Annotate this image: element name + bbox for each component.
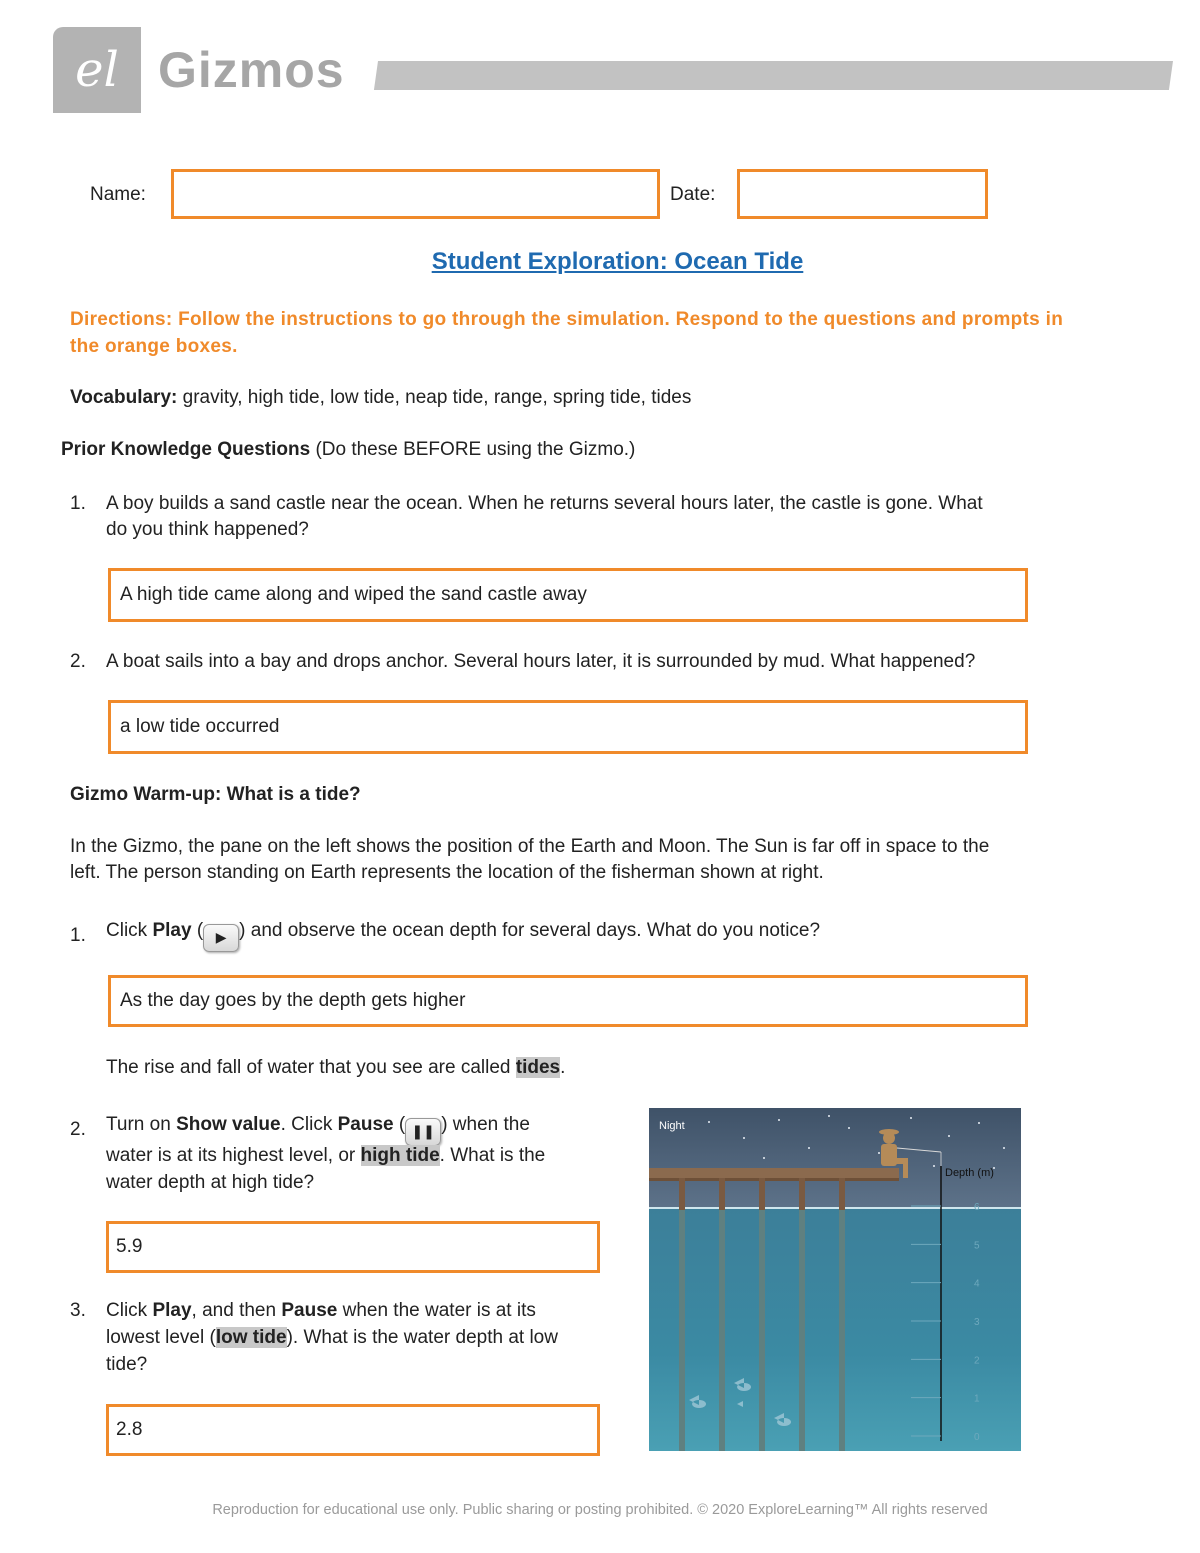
depth-tick-label: 4 — [974, 1278, 980, 1290]
q3-play-word: Play — [152, 1300, 192, 1321]
prior-note: (Do these BEFORE using the Gizmo.) — [315, 439, 636, 460]
dock-edge — [649, 1178, 899, 1181]
warmup-q1-number: 1. — [70, 925, 86, 946]
name-field[interactable] — [171, 169, 660, 219]
prior-q1-number: 1. — [70, 493, 86, 514]
prior-heading-line — [61, 437, 635, 463]
q2-pause-word: Pause — [337, 1114, 394, 1135]
prior-q2-number: 2. — [70, 651, 86, 672]
play-icon[interactable]: ▶ — [203, 924, 239, 952]
prior-answer-2: a low tide occurred — [120, 716, 280, 737]
depth-tick-label: 3 — [974, 1317, 980, 1328]
vocabulary-label: Vocabulary: — [70, 387, 178, 408]
high-tide-term: high tide — [360, 1145, 440, 1166]
q3-line2-a: lowest level ( — [106, 1327, 216, 1348]
header-bar — [374, 61, 1173, 90]
tides-text-b: . — [560, 1057, 566, 1078]
warmup-heading: Gizmo Warm-up: What is a tide? — [70, 784, 361, 805]
night-sky — [649, 1108, 1021, 1208]
warmup-intro-line1: In the Gizmo, the pane on the left shows the position of the Earth and Moon. The Sun is far off in space to the — [70, 836, 990, 857]
tides-sentence — [106, 1055, 565, 1081]
prior-heading: Prior Knowledge Questions — [61, 439, 311, 460]
brand-name: Gizmos — [158, 42, 345, 98]
q3-text-a: Click — [106, 1300, 153, 1321]
warmup-q3-line1 — [106, 1298, 536, 1324]
footer-copyright: Reproduction for educational use only. Public sharing or posting prohibited. © 2020 ExploreLearning™ All rights reserved — [212, 1502, 988, 1518]
prior-q2-text: A boat sails into a bay and drops anchor. Several hours later, it is surrounded by mud. What happened? — [106, 651, 976, 672]
date-label: Date: — [670, 184, 716, 205]
warmup-intro-line2: left. The person standing on Earth represents the location of the fisherman shown at right. — [70, 862, 824, 883]
depth-tick-label: 5 — [974, 1240, 980, 1252]
prior-q1-line1: A boy builds a sand castle near the ocean. When he returns several hours later, the castle is gone. What — [106, 493, 983, 514]
q1-text-b: ( — [191, 920, 204, 941]
warmup-q2-number: 2. — [70, 1119, 86, 1140]
depth-tick-label: 0 — [974, 1432, 980, 1443]
prior-q1-line2: do you think happened? — [106, 519, 309, 540]
q2-text-b: . Click — [280, 1114, 338, 1135]
q1-text-a: Click — [106, 920, 153, 941]
warmup-q2-line3: water depth at high tide? — [106, 1172, 315, 1193]
q3-pause-word: Pause — [281, 1300, 338, 1321]
q2-line2-b: . What is the — [439, 1145, 546, 1166]
directions-text: Directions: Follow the instructions to go through the simulation. Respond to the questions and prompts in the orange boxes. — [70, 309, 1064, 357]
tides-text-a: The rise and fall of water that you see are called — [106, 1057, 516, 1078]
tides-term: tides — [515, 1057, 561, 1078]
tide-simulation-image — [649, 1108, 1021, 1451]
time-label: Night — [659, 1120, 685, 1132]
warmup-answer-3: 2.8 — [116, 1419, 143, 1440]
q2-line2-a: water is at its highest level, or — [106, 1145, 361, 1166]
warmup-answer-2: 5.9 — [116, 1236, 143, 1257]
pause-icon[interactable]: ❚❚ — [405, 1118, 441, 1146]
q3-text-b: , and then — [191, 1300, 282, 1321]
warmup-q1-text — [106, 918, 820, 952]
q2-text-d: ) when the — [441, 1114, 530, 1135]
warmup-q3-line2 — [106, 1325, 558, 1351]
q3-line2-b: ). What is the water depth at low — [286, 1327, 558, 1348]
q2-show-value: Show value — [176, 1114, 281, 1135]
q2-text-a: Turn on — [106, 1114, 177, 1135]
warmup-q3-line3: tide? — [106, 1354, 148, 1375]
q1-play-word: Play — [152, 920, 192, 941]
warmup-q3-number: 3. — [70, 1300, 86, 1321]
warmup-q2-line2 — [106, 1143, 545, 1169]
q3-text-c: when the water is at its — [337, 1300, 536, 1321]
warmup-answer-3-box[interactable] — [106, 1404, 600, 1456]
low-tide-term: low tide — [215, 1327, 287, 1348]
depth-tick-label: 6 — [974, 1202, 980, 1213]
warmup-answer-1: As the day goes by the depth gets higher — [120, 990, 466, 1011]
warmup-q2-line1 — [106, 1112, 626, 1146]
ocean-water — [649, 1208, 1021, 1451]
prior-answer-1: A high tide came along and wiped the sand castle away — [120, 584, 587, 605]
prior-answer-1-box[interactable] — [108, 568, 1028, 622]
depth-label: Depth (m) — [945, 1167, 994, 1179]
q2-text-c: ( — [393, 1114, 406, 1135]
vocabulary-line — [70, 385, 691, 411]
name-label: Name: — [90, 184, 146, 205]
page-title: Student Exploration: Ocean Tide — [431, 248, 804, 275]
logo-icon: el — [75, 42, 119, 98]
depth-tick-label: 2 — [974, 1355, 980, 1367]
date-field[interactable] — [737, 169, 988, 219]
warmup-answer-2-box[interactable] — [106, 1221, 600, 1273]
vocabulary-terms: gravity, high tide, low tide, neap tide, range, spring tide, tides — [182, 387, 692, 408]
depth-tick-label: 1 — [974, 1393, 980, 1405]
warmup-answer-1-box[interactable] — [108, 975, 1028, 1027]
dock-deck — [649, 1168, 899, 1178]
prior-answer-2-box[interactable] — [108, 700, 1028, 754]
q1-text-c: ) and observe the ocean depth for several days. What do you notice? — [239, 920, 821, 941]
